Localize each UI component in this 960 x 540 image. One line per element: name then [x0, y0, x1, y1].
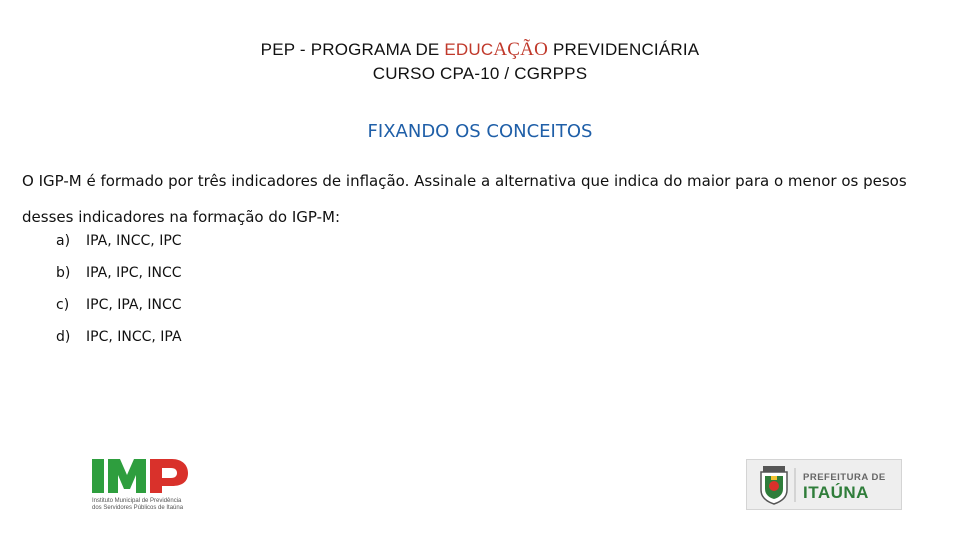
title-educ: EDUC — [444, 40, 494, 59]
options-list — [56, 225, 182, 353]
imp-caption-line1: Instituto Municipal de Previdência — [92, 498, 182, 504]
question-text: O IGP-M é formado por três indicadores de inflação. Assinale a alternativa que indica do maior para o menor os pesos desses indicadores na formação do IGP-M: — [22, 172, 907, 226]
imp-logo-graphic — [90, 455, 200, 515]
option-c[interactable] — [56, 289, 182, 321]
imp-caption-line2: dos Servidores Públicos de Itaúna — [92, 505, 184, 511]
course-subtitle: CURSO CPA-10 / CGRPPS — [372, 64, 588, 83]
imp-letter-i — [92, 459, 104, 493]
title-prefix: PEP - PROGRAMA DE — [260, 40, 445, 59]
option-d[interactable] — [56, 321, 182, 353]
option-text: IPC, INCC, IPA — [86, 329, 182, 345]
option-letter: c) — [56, 297, 70, 313]
title-suffix: PREVIDENCIÁRIA — [548, 40, 700, 59]
imp-letter-m — [108, 459, 146, 493]
itauna-label: ITAÚNA — [803, 483, 869, 502]
option-letter: a) — [56, 233, 71, 249]
option-text: IPA, IPC, INCC — [86, 265, 182, 281]
title-acao: AÇÃO — [493, 39, 549, 60]
coat-of-arms-icon — [761, 466, 787, 504]
imp-logo — [90, 455, 200, 515]
imp-letter-p — [150, 459, 188, 493]
itauna-logo-graphic — [747, 460, 901, 509]
option-b[interactable] — [56, 257, 182, 289]
option-letter: d) — [56, 329, 71, 345]
option-a[interactable] — [56, 225, 182, 257]
slide-header — [0, 38, 960, 86]
option-text: IPC, IPA, INCC — [86, 297, 182, 313]
section-title: FIXANDO OS CONCEITOS — [367, 121, 593, 142]
prefeitura-label: PREFEITURA DE — [803, 472, 886, 483]
option-letter: b) — [56, 265, 71, 281]
program-title — [0, 38, 960, 62]
option-text: IPA, INCC, IPC — [86, 233, 182, 249]
prefeitura-itauna-logo — [746, 459, 902, 510]
